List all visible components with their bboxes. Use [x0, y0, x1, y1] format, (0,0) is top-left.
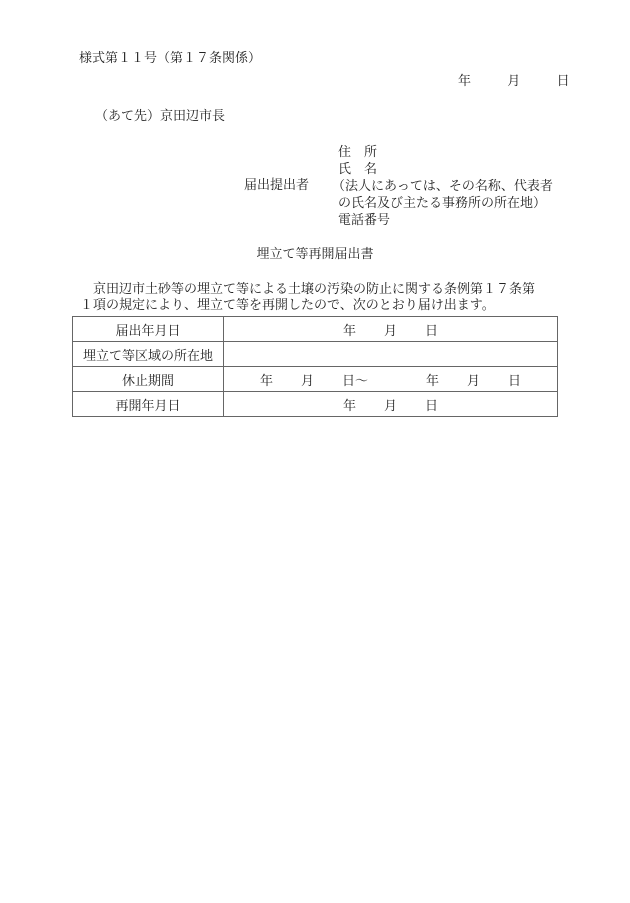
row-label: 届出年月日	[73, 317, 224, 342]
row-label: 埋立て等区域の所在地	[73, 342, 224, 367]
submitter-fields	[332, 144, 553, 229]
document-title: 埋立て等再開届出書	[256, 247, 374, 262]
body-line-2: １項の規定により、埋立て等を再開したので、次のとおり届け出ます。	[80, 298, 495, 313]
table-row-notification-date	[73, 317, 558, 342]
submitter-phone-label: 電話番号	[338, 213, 391, 228]
date-year: 年	[458, 74, 472, 89]
resumption-date-field[interactable]: 年 月 日	[224, 392, 558, 417]
table-row-resumption-date	[73, 392, 558, 417]
submitter-note-line2: の氏名及び主たる事務所の所在地）	[338, 196, 547, 211]
table-row-location	[73, 342, 558, 367]
document-body	[80, 282, 560, 314]
submitter-note-line1: （法人にあっては、その名称、代表者	[332, 179, 553, 194]
body-line-1: 京田辺市土砂等の埋立て等による土壌の汚染の防止に関する条例第１７条第	[93, 282, 536, 297]
submitter-label: 届出提出者	[244, 178, 310, 193]
row-label: 休止期間	[73, 367, 224, 392]
submitter-name-label: 氏 名	[338, 162, 378, 177]
submission-date	[458, 74, 570, 90]
submitter-address-label: 住 所	[338, 145, 378, 160]
date-day: 日	[556, 74, 570, 89]
addressee: （あて先）京田辺市長	[95, 109, 226, 124]
row-label: 再開年月日	[73, 392, 224, 417]
location-field[interactable]	[224, 342, 558, 367]
form-number: 様式第１１号（第１７条関係）	[79, 51, 262, 66]
notification-table	[72, 316, 558, 417]
suspension-period-field[interactable]: 年 月 日～ 年 月 日	[224, 367, 558, 392]
notification-date-field[interactable]: 年 月 日	[224, 317, 558, 342]
date-month: 月	[507, 74, 521, 89]
table-row-suspension-period	[73, 367, 558, 392]
